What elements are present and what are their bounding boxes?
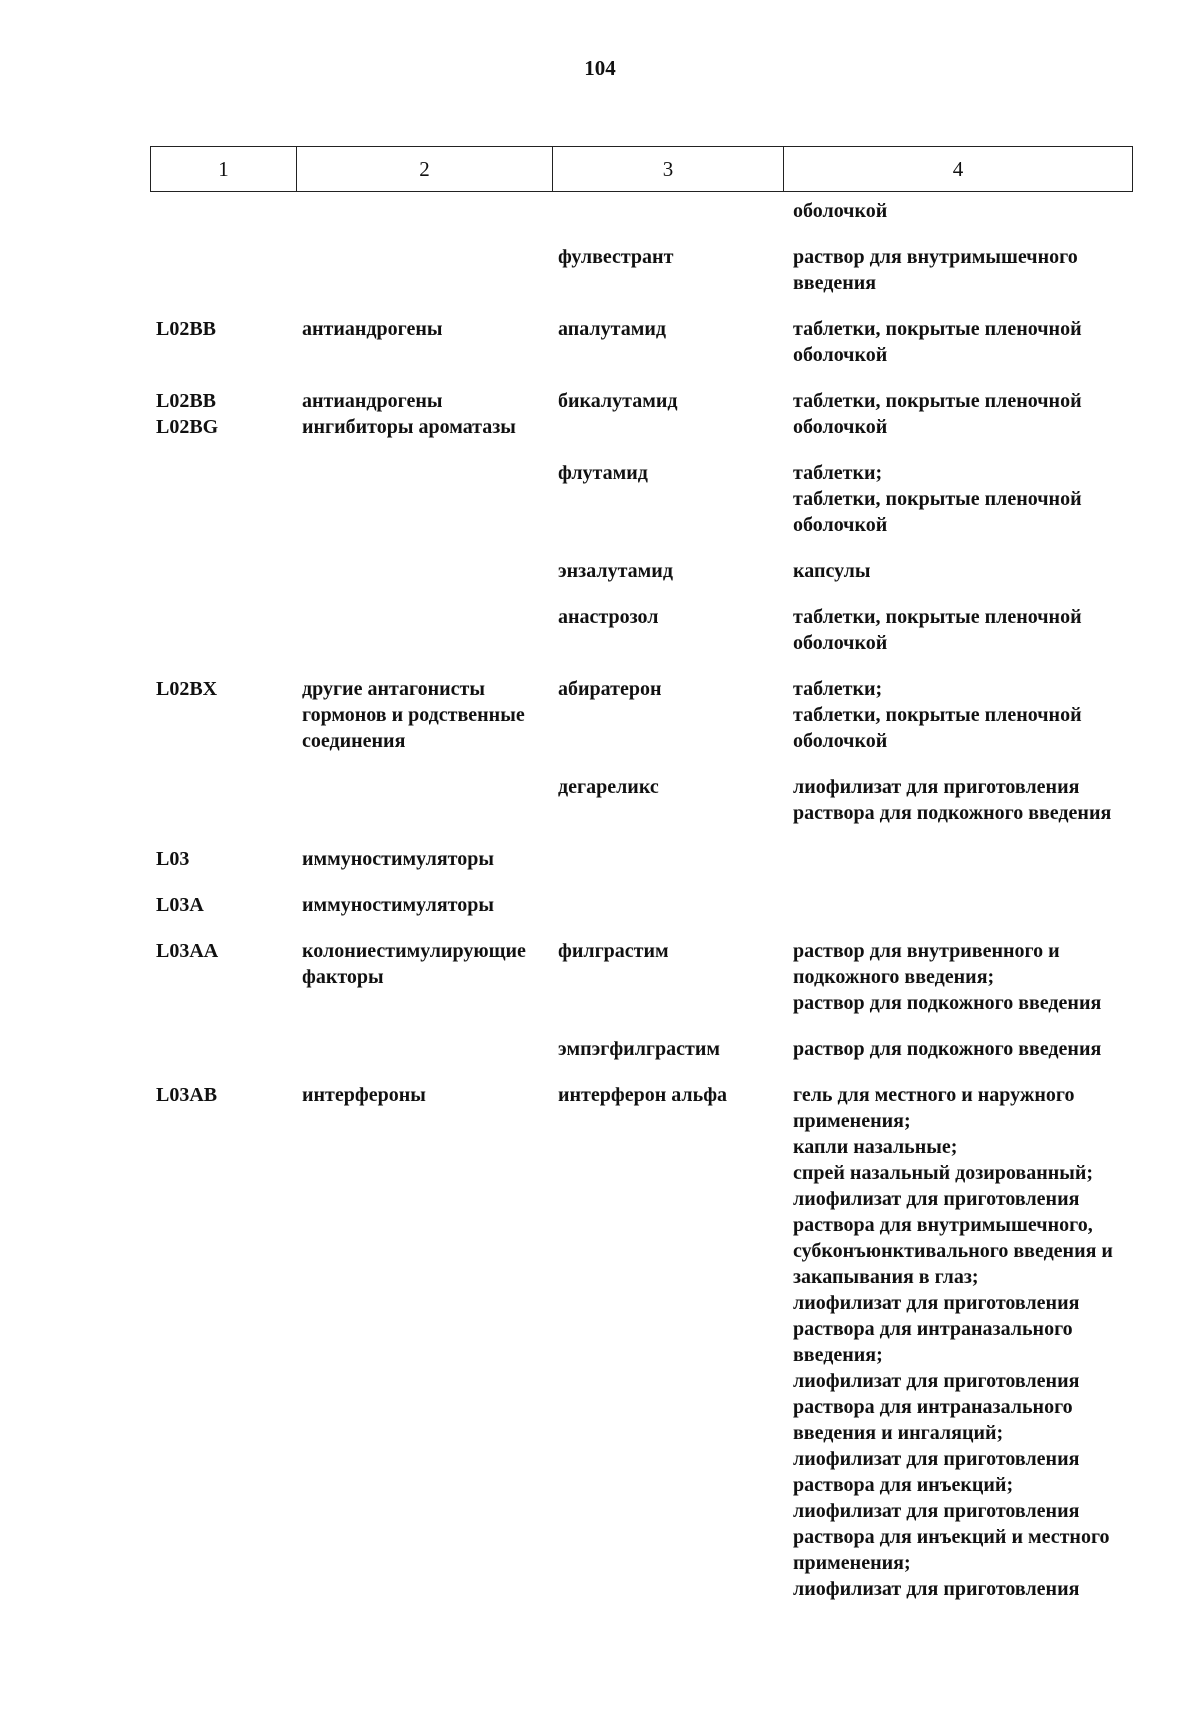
drug-name-cell-line: абиратерон	[558, 678, 662, 700]
dosage-form-cell-line: лиофилизат для приготовления	[793, 776, 1080, 798]
dosage-form-cell	[783, 460, 1133, 538]
dosage-form-cell	[783, 604, 1133, 656]
drug-name-cell	[552, 244, 783, 296]
atc-code-cell-line: L02BB	[156, 318, 217, 340]
dosage-form-cell-line: гель для местного и наружного	[793, 1084, 1075, 1106]
drug-name-cell-line: энзалутамид	[558, 560, 673, 582]
table-row	[150, 244, 1133, 296]
group-name-cell	[296, 1036, 552, 1062]
table-row	[150, 604, 1133, 656]
dosage-form-cell-line: таблетки, покрытые пленочной	[793, 488, 1082, 510]
dosage-form-cell-line: лиофилизат для приготовления	[793, 1448, 1080, 1470]
dosage-form-cell-line: лиофилизат для приготовления	[793, 1578, 1080, 1600]
group-name-cell-line: факторы	[302, 966, 384, 988]
drug-name-cell	[552, 460, 783, 538]
atc-code-cell-line: L02BX	[156, 678, 218, 700]
dosage-form-cell-line: раствора для внутримышечного,	[793, 1214, 1093, 1236]
header-cell-4: 4	[952, 156, 964, 181]
drug-name-cell	[552, 892, 783, 918]
drug-name-cell	[552, 676, 783, 754]
group-name-cell	[296, 198, 552, 224]
header-cell-2: 2	[297, 147, 553, 191]
dosage-form-cell-line: таблетки, покрытые пленочной	[793, 606, 1082, 628]
group-name-cell	[296, 774, 552, 826]
dosage-form-cell-line: раствор для подкожного введения	[793, 1038, 1102, 1060]
atc-code-cell	[150, 244, 296, 296]
drug-name-cell-line: апалутамид	[558, 318, 666, 340]
dosage-form-cell-line: оболочкой	[793, 344, 888, 366]
table-row	[150, 892, 1133, 918]
dosage-form-cell-line: оболочкой	[793, 416, 888, 438]
table-row	[150, 198, 1133, 224]
group-name-cell	[296, 558, 552, 584]
table-row	[150, 1036, 1133, 1062]
group-name-cell	[296, 892, 552, 918]
group-name-cell-line: ингибиторы ароматазы	[302, 416, 516, 438]
group-name-cell-line: интерфероны	[302, 1084, 426, 1106]
atc-code-cell-line: L03AB	[156, 1084, 218, 1106]
drug-name-cell-line: филграстим	[558, 940, 669, 962]
group-name-cell-line: иммуностимуляторы	[302, 848, 494, 870]
dosage-form-cell	[783, 558, 1133, 584]
group-name-cell-line: иммуностимуляторы	[302, 894, 494, 916]
table-row	[150, 676, 1133, 754]
dosage-form-cell-line: таблетки, покрытые пленочной	[793, 704, 1082, 726]
table-row	[150, 846, 1133, 872]
table-row	[150, 938, 1133, 1016]
drug-name-cell-line: фулвестрант	[558, 246, 674, 268]
dosage-form-cell-line: лиофилизат для приготовления	[793, 1500, 1080, 1522]
dosage-form-cell-line: капсулы	[793, 560, 871, 582]
dosage-form-cell-line: лиофилизат для приготовления	[793, 1188, 1080, 1210]
group-name-cell	[296, 604, 552, 656]
table-row	[150, 316, 1133, 368]
atc-code-cell-line: L03A	[156, 894, 204, 916]
dosage-form-cell-line: введения	[793, 272, 877, 294]
group-name-cell	[296, 676, 552, 754]
group-name-cell	[296, 460, 552, 538]
page-number: 104	[584, 56, 616, 80]
dosage-form-cell-line: раствора для подкожного введения	[793, 802, 1112, 824]
atc-code-cell	[150, 1082, 296, 1602]
drug-name-cell	[552, 198, 783, 224]
group-name-cell-line: колониестимулирующие	[302, 940, 526, 962]
atc-code-cell	[150, 558, 296, 584]
dosage-form-cell	[783, 388, 1133, 440]
dosage-form-cell-line: таблетки, покрытые пленочной	[793, 390, 1082, 412]
atc-code-cell	[150, 604, 296, 656]
group-name-cell-line: соединения	[302, 730, 406, 752]
dosage-form-cell-line: раствора для инъекций;	[793, 1474, 1014, 1496]
drug-name-cell	[552, 558, 783, 584]
drug-name-cell	[552, 774, 783, 826]
dosage-form-cell-line: раствор для внутримышечного	[793, 246, 1078, 268]
dosage-form-cell-line: оболочкой	[793, 632, 888, 654]
table-row	[150, 1082, 1133, 1602]
atc-code-cell-line: L03	[156, 848, 190, 870]
atc-code-cell	[150, 198, 296, 224]
group-name-cell-line: антиандрогены	[302, 390, 443, 412]
atc-code-cell	[150, 316, 296, 368]
table-row	[150, 460, 1133, 538]
atc-code-cell	[150, 1036, 296, 1062]
dosage-form-cell-line: подкожного введения;	[793, 966, 995, 988]
drug-name-cell-line: эмпэгфилграстим	[558, 1038, 720, 1060]
table-header	[150, 146, 1133, 192]
dosage-form-cell-line: лиофилизат для приготовления	[793, 1292, 1080, 1314]
drug-name-cell-line: интерферон альфа	[558, 1084, 728, 1106]
table-row	[150, 388, 1133, 440]
dosage-form-cell	[783, 774, 1133, 826]
drug-name-cell	[552, 846, 783, 872]
dosage-form-cell-line: лиофилизат для приготовления	[793, 1370, 1080, 1392]
drug-name-cell-line: бикалутамид	[558, 390, 678, 412]
dosage-form-cell-line: закапывания в глаз;	[793, 1266, 979, 1288]
dosage-form-cell	[783, 1036, 1133, 1062]
group-name-cell	[296, 938, 552, 1016]
dosage-form-cell-line: введения и ингаляций;	[793, 1422, 1004, 1444]
atc-code-cell-line: L02BB	[156, 390, 217, 412]
header-cell-3: 3	[553, 147, 784, 191]
dosage-form-cell-line: оболочкой	[793, 730, 888, 752]
drug-name-cell	[552, 1082, 783, 1602]
dosage-form-cell-line: таблетки, покрытые пленочной	[793, 318, 1082, 340]
dosage-form-cell-line: применения;	[793, 1110, 911, 1132]
drug-name-cell-line: анастрозол	[558, 606, 659, 628]
dosage-form-cell	[783, 676, 1133, 754]
atc-code-cell	[150, 460, 296, 538]
drug-name-cell-line: флутамид	[558, 462, 648, 484]
group-name-cell-line: другие антагонисты	[302, 678, 485, 700]
group-name-cell	[296, 846, 552, 872]
table-row	[150, 558, 1133, 584]
dosage-form-cell-line: применения;	[793, 1552, 911, 1574]
dosage-form-cell-line: капли назальные;	[793, 1136, 958, 1158]
atc-code-cell-line: L03AA	[156, 940, 219, 962]
dosage-form-cell-line: таблетки;	[793, 462, 883, 484]
atc-code-cell	[150, 938, 296, 1016]
dosage-form-cell-line: раствора для интраназального	[793, 1318, 1073, 1340]
group-name-cell	[296, 244, 552, 296]
drug-name-cell	[552, 938, 783, 1016]
dosage-form-cell-line: введения;	[793, 1344, 883, 1366]
drug-name-cell	[552, 604, 783, 656]
dosage-form-cell	[783, 316, 1133, 368]
dosage-form-cell-line: оболочкой	[793, 514, 888, 536]
group-name-cell	[296, 388, 552, 440]
header-cell-1: 1	[151, 147, 297, 191]
dosage-form-cell-line: оболочкой	[793, 200, 888, 222]
dosage-form-cell	[783, 244, 1133, 296]
atc-code-cell	[150, 388, 296, 440]
atc-code-cell	[150, 774, 296, 826]
atc-code-cell	[150, 676, 296, 754]
group-name-cell	[296, 316, 552, 368]
dosage-form-cell-line: раствора для интраназального	[793, 1396, 1073, 1418]
atc-code-cell	[150, 892, 296, 918]
dosage-form-cell	[783, 198, 1133, 224]
dosage-form-cell	[783, 892, 1133, 918]
group-name-cell-line: антиандрогены	[302, 318, 443, 340]
drug-name-cell-line: дегареликс	[558, 776, 659, 798]
drug-name-cell	[552, 388, 783, 440]
dosage-form-cell-line: спрей назальный дозированный;	[793, 1162, 1094, 1184]
dosage-form-cell-line: таблетки;	[793, 678, 883, 700]
drug-table-body	[150, 198, 1133, 1602]
atc-code-cell	[150, 846, 296, 872]
dosage-form-cell-line: раствор для подкожного введения	[793, 992, 1102, 1014]
dosage-form-cell	[783, 846, 1133, 872]
dosage-form-cell	[783, 938, 1133, 1016]
group-name-cell-line: гормонов и родственные	[302, 704, 525, 726]
table-row	[150, 774, 1133, 826]
drug-name-cell	[552, 316, 783, 368]
dosage-form-cell	[783, 1082, 1133, 1602]
dosage-form-cell-line: раствора для инъекций и местного	[793, 1526, 1110, 1548]
dosage-form-cell-line: раствор для внутривенного и	[793, 940, 1060, 962]
group-name-cell	[296, 1082, 552, 1602]
atc-code-cell-line: L02BG	[156, 416, 219, 438]
drug-name-cell	[552, 1036, 783, 1062]
dosage-form-cell-line: субконъюнктивального введения и	[793, 1240, 1113, 1262]
